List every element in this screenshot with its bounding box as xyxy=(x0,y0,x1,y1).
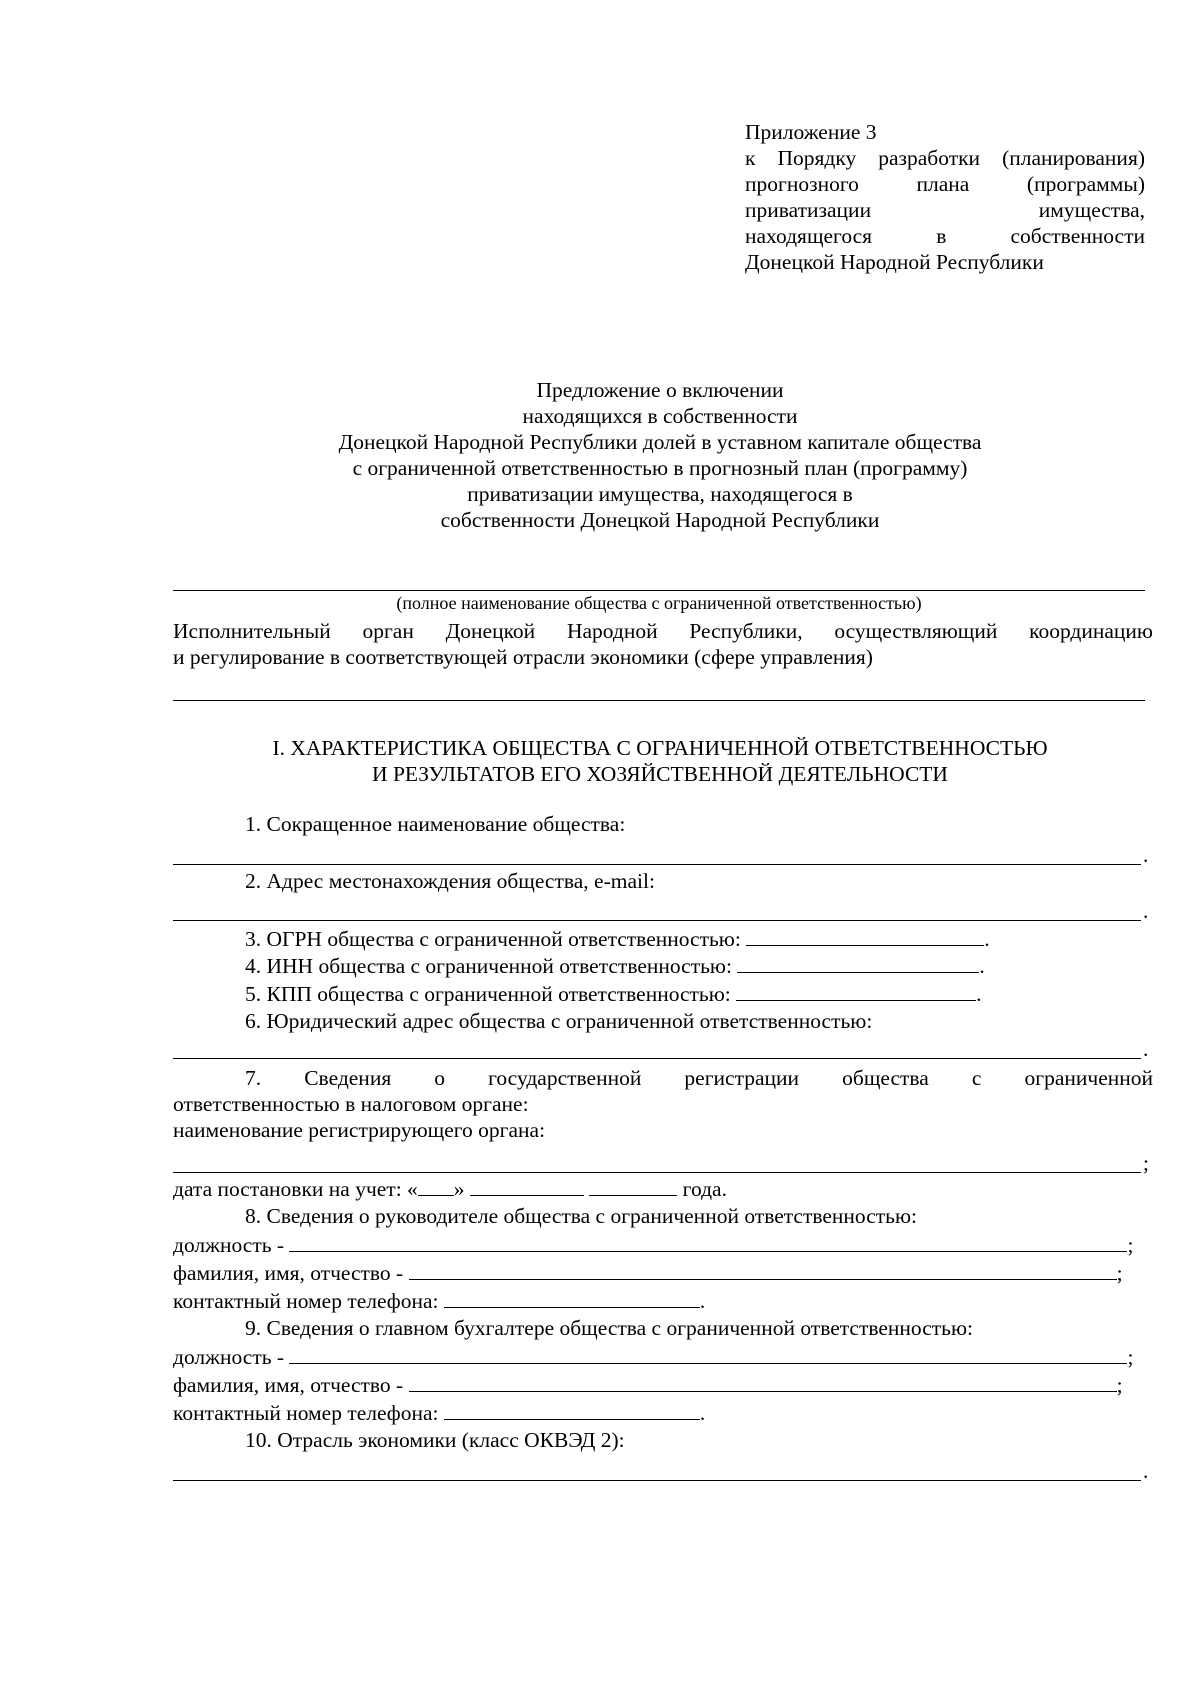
appendix-line: к Порядку разработки (планирования) xyxy=(745,146,1145,170)
inn-field[interactable] xyxy=(737,952,979,973)
position-label: должность - xyxy=(173,1233,285,1257)
period: . xyxy=(979,954,985,978)
period: . xyxy=(699,1289,706,1313)
item-ogrn xyxy=(173,925,1200,951)
item-kpp-label: 5. КПП общества с ограниченной ответственностью: xyxy=(245,982,731,1006)
period: . xyxy=(1143,899,1149,923)
appendix-line: Приложение 3 xyxy=(745,120,877,144)
registration-body-label: наименование регистрирующего органа: xyxy=(173,1118,546,1142)
title-line: Донецкой Народной Республики долей в уставном капитале общества xyxy=(338,430,982,454)
registration-day-field[interactable] xyxy=(418,1175,454,1196)
director-phone-line xyxy=(173,1287,1153,1313)
item-ogrn-label: 3. ОГРН общества с ограниченной ответственностью: xyxy=(245,927,741,951)
executive-body-line-field[interactable] xyxy=(173,700,1145,701)
accountant-name-field[interactable] xyxy=(409,1371,1117,1392)
item-director: 8. Сведения о руководителе общества с ограниченной ответственностью: xyxy=(245,1204,918,1228)
kpp-field[interactable] xyxy=(736,980,976,1001)
legal-address-field[interactable] xyxy=(173,1036,1153,1062)
item-inn-label: 4. ИНН общества с ограниченной ответственностью: xyxy=(245,954,732,978)
director-name-line xyxy=(173,1259,1153,1285)
director-name-field[interactable] xyxy=(409,1259,1117,1280)
semicolon: ; xyxy=(1116,1373,1123,1397)
ogrn-field[interactable] xyxy=(746,925,984,946)
accountant-name-line xyxy=(173,1371,1153,1397)
executive-body-line: Исполнительный орган Донецкой Народной Республики, осуществляющий координацию xyxy=(173,619,1153,643)
accountant-position-line xyxy=(173,1343,1153,1369)
title-line: с ограниченной ответственностью в прогнозный план (программу) xyxy=(352,456,968,480)
director-phone-field[interactable] xyxy=(444,1287,700,1308)
director-position-field[interactable] xyxy=(289,1231,1127,1252)
semicolon: ; xyxy=(1143,1151,1149,1175)
appendix-line: прогнозного плана (программы) xyxy=(745,172,1145,196)
director-position-line xyxy=(173,1231,1153,1257)
document-title xyxy=(160,377,1160,533)
executive-body-line: и регулирование в соответствующей отрасли экономики (сфере управления) xyxy=(173,645,873,669)
short-name-field[interactable] xyxy=(173,842,1153,868)
phone-label: контактный номер телефона: xyxy=(173,1401,439,1425)
period: . xyxy=(1143,1459,1149,1483)
item-tax-registration xyxy=(173,1065,1153,1143)
title-line: находящихся в собственности xyxy=(522,404,798,428)
semicolon: ; xyxy=(1116,1261,1123,1285)
phone-label: контактный номер телефона: xyxy=(173,1289,439,1313)
accountant-phone-field[interactable] xyxy=(444,1399,700,1420)
address-field[interactable] xyxy=(173,898,1153,924)
period: . xyxy=(976,982,982,1006)
company-full-name-caption: (полное наименование общества с ограниченной ответственностью) xyxy=(396,593,922,613)
semicolon: ; xyxy=(1127,1233,1134,1257)
item-address: 2. Адрес местонахождения общества, e-mail: xyxy=(245,869,655,893)
executive-body-block xyxy=(173,618,1153,670)
title-line: собственности Донецкой Народной Республики xyxy=(440,508,880,532)
item-tax-registration-line: ответственностью в налоговом органе: xyxy=(173,1092,529,1116)
appendix-line: приватизации имущества, xyxy=(745,198,1145,222)
period: . xyxy=(1143,1037,1149,1061)
item-tax-registration-line: 7. Сведения о государственной регистрации общества с ограниченной xyxy=(245,1066,1153,1090)
appendix-line: Донецкой Народной Республики xyxy=(745,250,1044,274)
period: . xyxy=(984,927,990,951)
item-short-name: 1. Сокращенное наименование общества: xyxy=(245,812,626,836)
full-name-label: фамилия, имя, отчество - xyxy=(173,1261,404,1285)
appendix-line: находящегося в собственности xyxy=(745,224,1145,248)
item-inn xyxy=(173,952,1200,978)
item-kpp xyxy=(173,980,1200,1006)
registration-body-field[interactable] xyxy=(173,1150,1153,1176)
item-legal-address: 6. Юридический адрес общества с ограниченной ответственностью: xyxy=(245,1009,873,1033)
item-chief-accountant: 9. Сведения о главном бухгалтере общества с ограниченной ответственностью: xyxy=(245,1316,973,1340)
semicolon: ; xyxy=(1127,1345,1134,1369)
appendix-block xyxy=(745,119,1145,275)
item-okved: 10. Отрасль экономики (класс ОКВЭД 2): xyxy=(245,1428,625,1452)
period: . xyxy=(1143,843,1149,867)
okved-field[interactable] xyxy=(173,1458,1153,1484)
title-line: Предложение о включении xyxy=(536,378,784,402)
section-heading-line: И РЕЗУЛЬТАТОВ ЕГО ХОЗЯЙСТВЕННОЙ ДЕЯТЕЛЬНОСТИ xyxy=(372,762,948,786)
section-heading xyxy=(160,735,1160,787)
accountant-phone-line xyxy=(173,1399,1153,1425)
registration-date-mid: » xyxy=(453,1177,465,1201)
accountant-position-field[interactable] xyxy=(289,1343,1127,1364)
registration-date-prefix: дата постановки на учет: « xyxy=(173,1177,418,1201)
full-name-label: фамилия, имя, отчество - xyxy=(173,1373,404,1397)
title-line: приватизации имущества, находящегося в xyxy=(467,482,853,506)
registration-date-suffix: года. xyxy=(682,1177,727,1201)
position-label: должность - xyxy=(173,1345,285,1369)
registration-month-field[interactable] xyxy=(470,1175,584,1196)
registration-year-field[interactable] xyxy=(589,1175,677,1196)
period: . xyxy=(699,1401,706,1425)
company-full-name-line[interactable] xyxy=(173,590,1145,591)
registration-date-line xyxy=(173,1175,1153,1201)
section-heading-line: I. ХАРАКТЕРИСТИКА ОБЩЕСТВА С ОГРАНИЧЕННОЙ ОТВЕТСТВЕННОСТЬЮ xyxy=(272,736,1048,760)
